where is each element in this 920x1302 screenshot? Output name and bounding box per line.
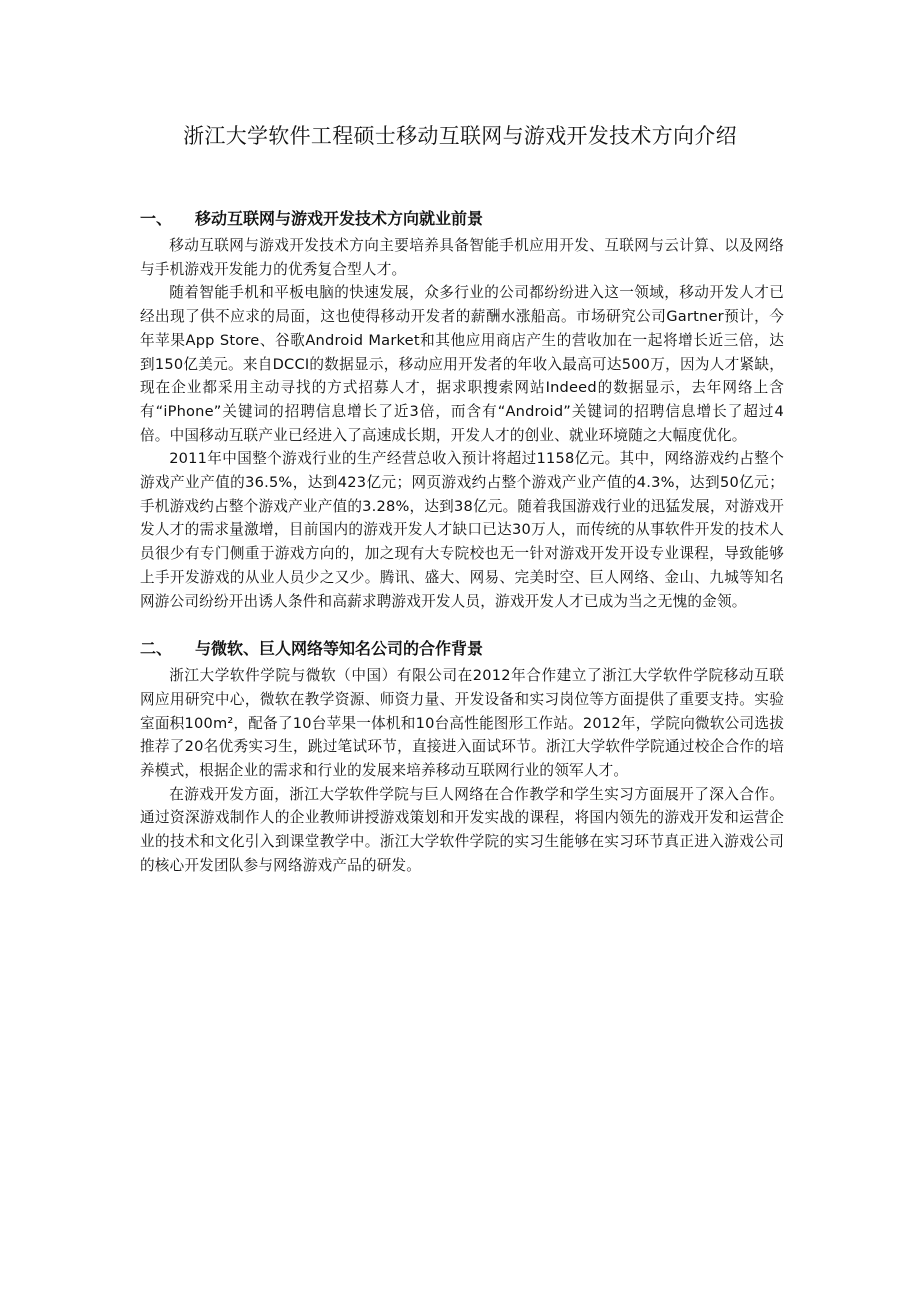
section-number: 一、	[140, 209, 173, 228]
document-body	[140, 203, 784, 878]
section-heading	[140, 203, 784, 234]
section-title: 与微软、巨人网络等知名公司的合作背景	[195, 639, 484, 659]
section-employment-prospects	[140, 203, 784, 613]
section-cooperation-background	[140, 633, 784, 877]
paragraph: 浙江大学软件学院与微软（中国）有限公司在2012年合作建立了浙江大学软件学院移动互联网应用研究中心，微软在教学资源、师资力量、开发设备和实习岗位等方面提供了重要支持。实验室面积100m²，配备了10台苹果一体机和10台高性能图形工作站。2012年，学院向微软公司选拔推荐了20名优秀实习生，跳过笔试环节，直接进入面试环节。浙江大学软件学院通过校企合作的培养模式，根据企业的需求和行业的发展来培养移动互联网行业的领军人才。	[140, 667, 784, 780]
document-title: 浙江大学软件工程硕士移动互联网与游戏开发技术方向介绍	[183, 124, 737, 148]
paragraph: 在游戏开发方面，浙江大学软件学院与巨人网络在合作教学和学生实习方面展开了深入合作。通过资深游戏制作人的企业教师讲授游戏策划和开发实战的课程，将国内领先的游戏开发和运营企业的技术和文化引入到课堂教学中。浙江大学软件学院的实习生能够在实习环节真正进入游戏公司的核心开发团队参与网络游戏产品的研发。	[140, 785, 784, 874]
paragraph: 移动互联网与游戏开发技术方向主要培养具备智能手机应用开发、互联网与云计算、以及网络与手机游戏开发能力的优秀复合型人才。	[140, 237, 784, 278]
paragraph: 随着智能手机和平板电脑的快速发展，众多行业的公司都纷纷进入这一领域，移动开发人才已经出现了供不应求的局面，这也使得移动开发者的薪酬水涨船高。市场研究公司Gartner预计，今年苹果App Store、谷歌Android Market和其他应用商店产生的营收加在一起将增长近三倍，达到150亿美元。来自DCCI的数据显示，移动应用开发者的年收入最高可达500万，因为人才紧缺，现在企业都采用主动寻找的方式招募人才，据求职搜索网站Indeed的数据显示，去年网络上含有“iPhone”关键词的招聘信息增长了近3倍，而含有“Android”关键词的招聘信息增长了超过4倍。中国移动互联产业已经进入了高速成长期，开发人才的创业、就业环境随之大幅度优化。	[140, 284, 784, 444]
section-title: 移动互联网与游戏开发技术方向就业前景	[195, 209, 484, 228]
section-number: 二、	[140, 639, 173, 659]
paragraph: 2011年中国整个游戏行业的生产经营总收入预计将超过1158亿元。其中，网络游戏约占整个游戏产业产值的36.5%，达到423亿元；网页游戏约占整个游戏产业产值的4.3%，达到50亿元；手机游戏约占整个游戏产业产值的3.28%，达到38亿元。随着我国游戏行业的迅猛发展，对游戏开发人才的需求量激增，目前国内的游戏开发人才缺口已达30万人，而传统的从事软件开发的技术人员很少有专门侧重于游戏方向的，加之现有大专院校也无一针对游戏开发开设专业课程，导致能够上手开发游戏的从业人员少之又少。腾讯、盛大、网易、完美时空、巨人网络、金山、九城等知名网游公司纷纷开出诱人条件和高薪求聘游戏开发人员，游戏开发人才已成为当之无愧的金领。	[140, 450, 784, 610]
section-heading	[140, 633, 784, 664]
